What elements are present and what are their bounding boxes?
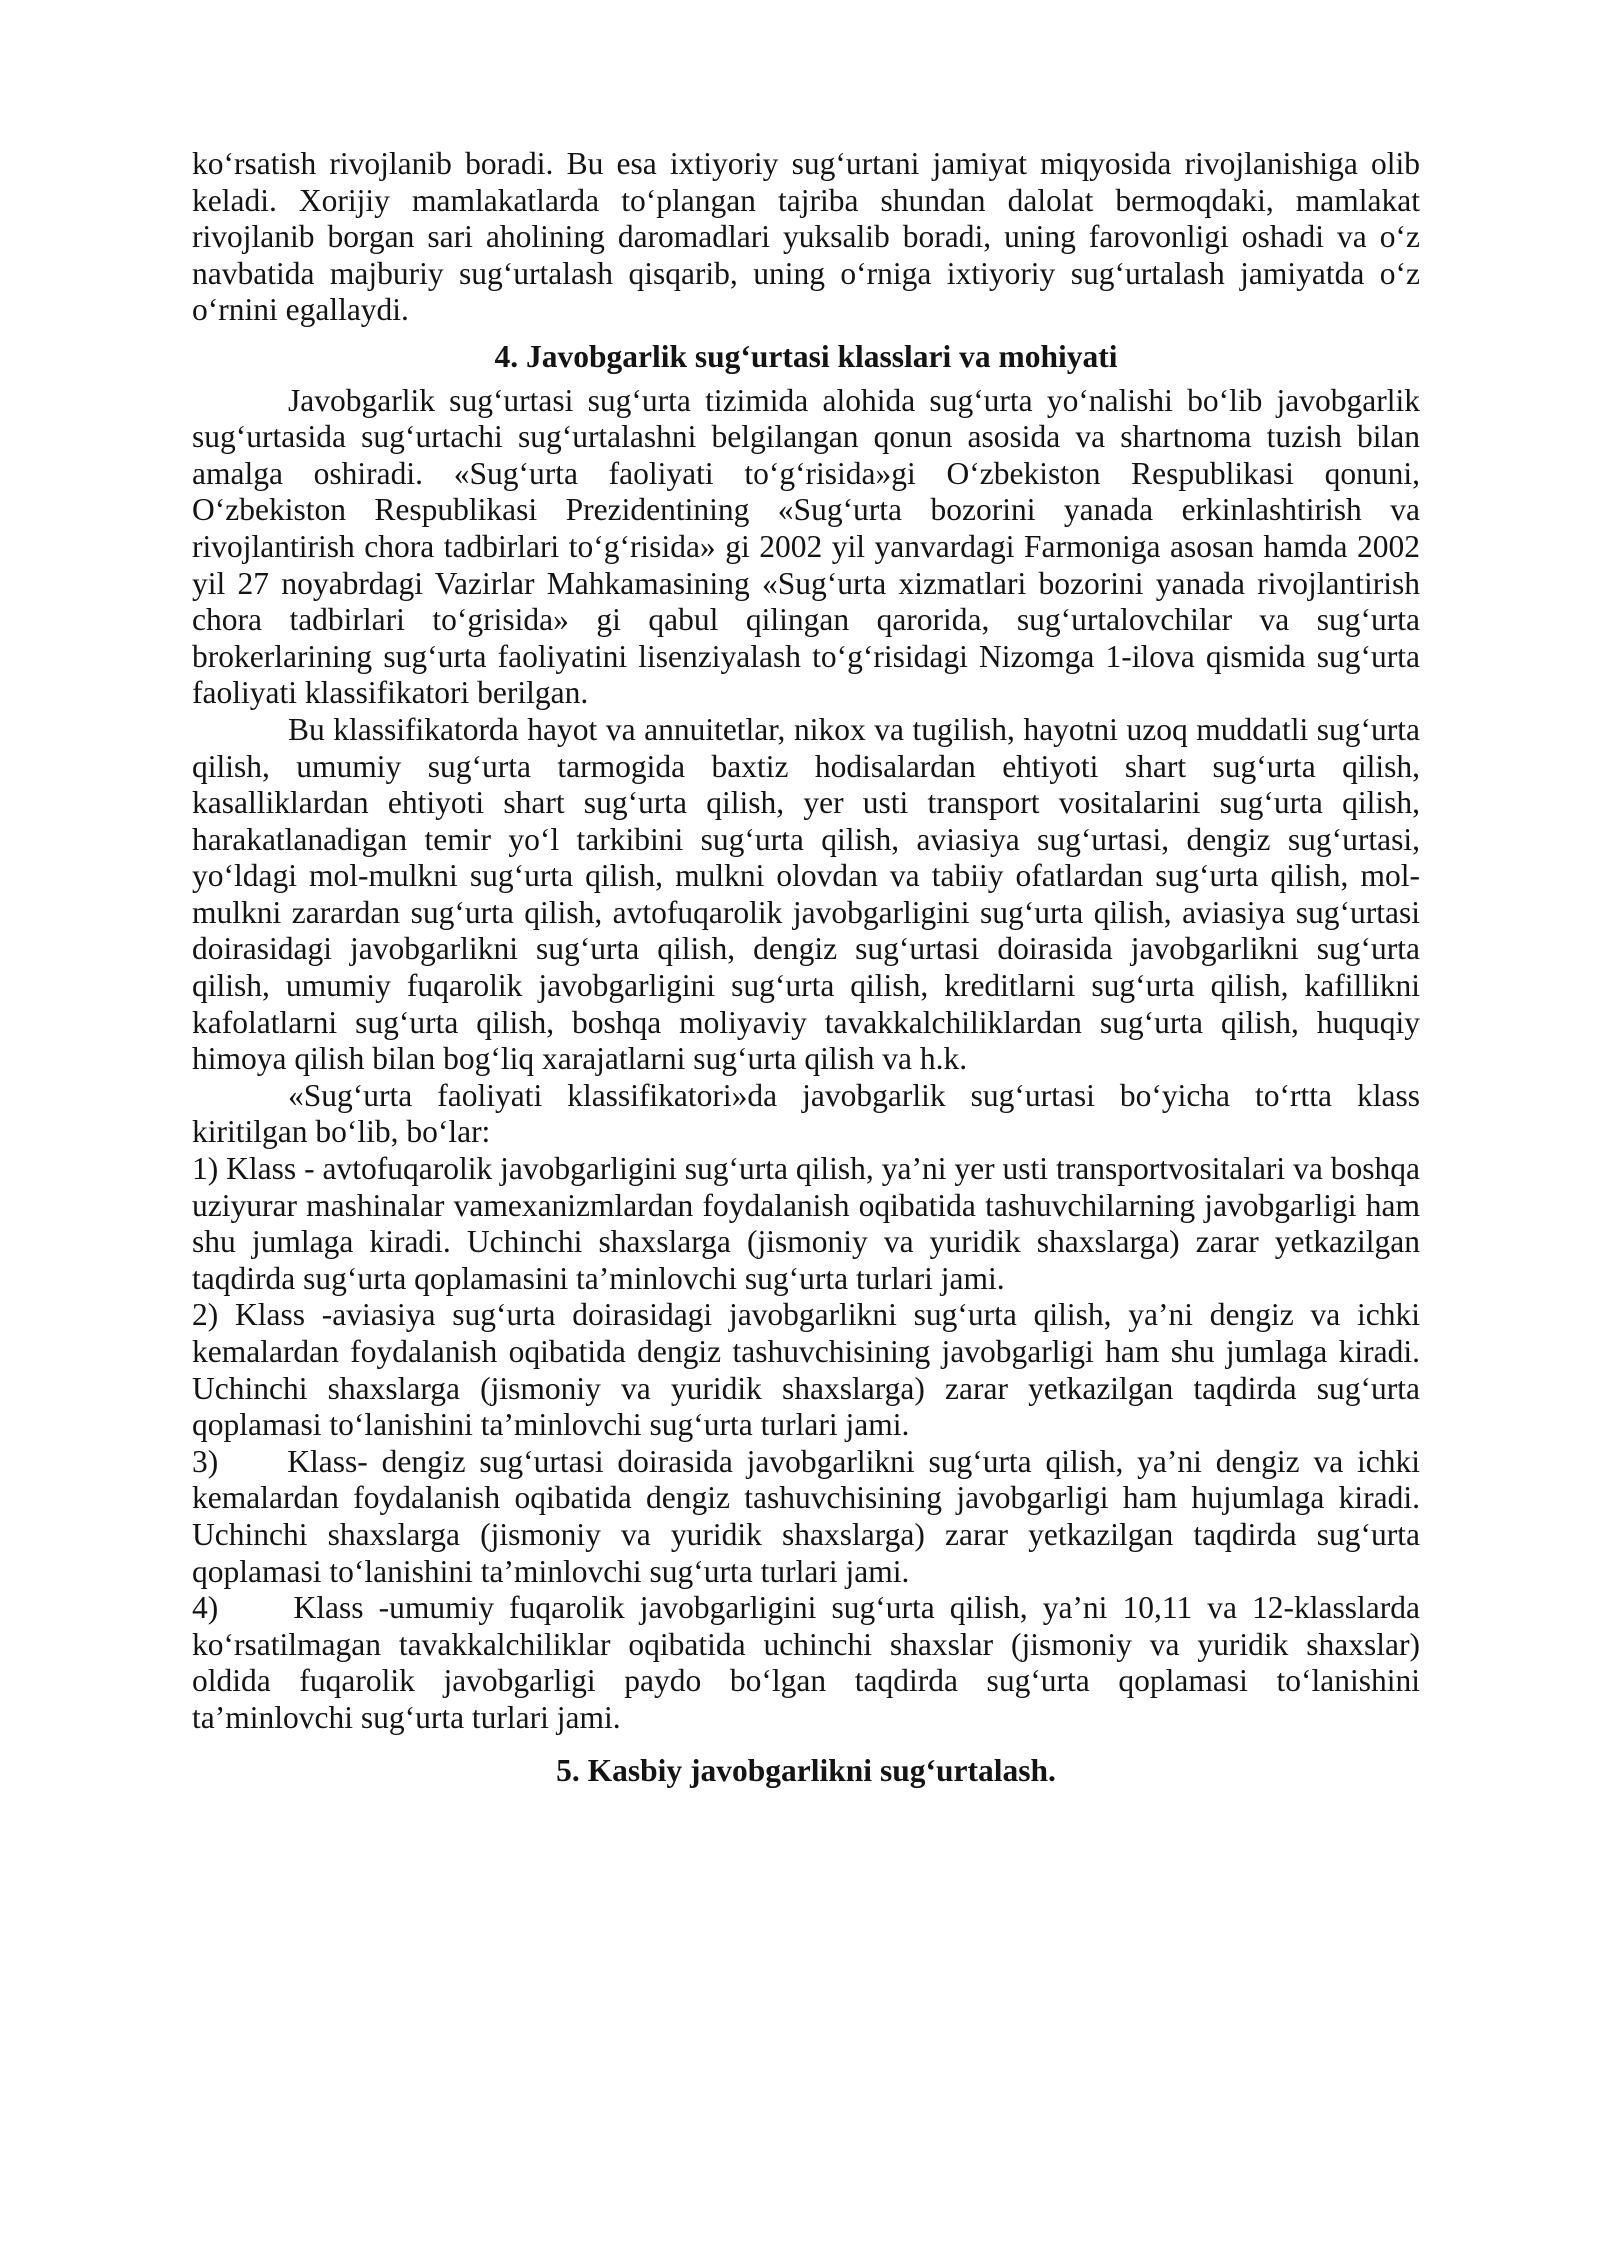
paragraph-2: Bu klassifikatorda hayot va annuitetlar, nikox va tugilish, hayotni uzoq muddatli sug‘urta qilish, umumiy sug‘urta tarmogida baxtiz hodisalardan ehtiyoti shart sug‘urta qilish, kasalliklardan ehtiyoti shart sug‘urta qilish, yer usti transport vositalarini sug‘urta qilish, harakatlanadigan temir yo‘l tarkibini sug‘urta qilish, aviasiya sug‘urtasi, dengiz sug‘urtasi, yo‘ldagi mol-mulkni sug‘urta qilish, mulkni olovdan va tabiiy ofatlardan sug‘urta qilish, mol-mulkni zarardan sug‘urta qilish, avtofuqarolik javobgarligini sug‘urta qilish, aviasiya sug‘urtasi doirasidagi javobgarlikni sug‘urta qilish, dengiz sug‘urtasi doirasida javobgarlikni sug‘urta qilish, umumiy fuqarolik javobgarligini sug‘urta qilish, kreditlarni sug‘urta qilish, kafillikni kafolatlarni sug‘urta qilish, boshqa moliyaviy tavakkalchiliklardan sug‘urta qilish, huquqiy himoya qilish bilan bog‘liq xarajatlarni sug‘urta qilish va h.k. [192,711,1420,1077]
paragraph-1: Javobgarlik sug‘urtasi sug‘urta tizimida alohida sug‘urta yo‘nalishi bo‘lib javobgarlik sug‘urtasida sug‘urtachi sug‘urtalashni belgilangan qonun asosida va shartnoma tuzish bilan amalga oshiradi. «Sug‘urta faoliyati to‘g‘risida»gi O‘zbekiston Respublikasi qonuni, O‘zbekiston Respublikasi Prezidentining «Sug‘urta bozorini yanada erkinlashtirish va rivojlantirish chora tadbirlari to‘g‘risida» gi 2002 yil yanvardagi Farmoniga asosan hamda 2002 yil 27 noyabrdagi Vazirlar Mahkamasining «Sug‘urta xizmatlari bozorini yanada rivojlantirish chora tadbirlari to‘grisida» gi qabul qilingan qarorida, sug‘urtalovchilar va sug‘urta brokerlarining sug‘urta faoliyatini lisenziyalash to‘g‘risidagi Nizomga 1-ilova qismida sug‘urta faoliyati klassifikatori berilgan. [192,382,1420,711]
class-item-3: 3) Klass- dengiz sug‘urtasi doirasida javobgarlikni sug‘urta qilish, ya’ni dengiz va ichki kemalardan foydalanish oqibatida dengiz tashuvchisining javobgarligi ham hujumlaga kiradi. Uchinchi shaxslarga (jismoniy va yuridik shaxslarga) zarar yetkazilgan taqdirda sug‘urta qoplamasi to‘lanishini ta’minlovchi sug‘urta turlari jami. [192,1443,1428,1589]
class-item-4: 4) Klass -umumiy fuqarolik javobgarligini sug‘urta qilish, ya’ni 10,11 va 12-klasslarda ko‘rsatilmagan tavakkalchiliklar oqibatida uchinchi shaxslar (jismoniy va yuridik shaxslar) oldida fuqarolik javobgarligi paydo bo‘lgan taqdirda sug‘urta qoplamasi to‘lanishini ta’minlovchi sug‘urta turlari jami. [192,1590,1428,1735]
section-4-heading: 4. Javobgarlik sug‘urtasi klasslari va mohiyati [494,338,1118,374]
section-5-heading: 5. Kasbiy javobgarlikni sug‘urtalash. [556,1752,1056,1788]
paragraph-3: «Sug‘urta faoliyati klassifikatori»da javobgarlik sug‘urtasi bo‘yicha to‘rtta klass kiritilgan bo‘lib, bo‘lar: [192,1077,1420,1150]
document-page [192,146,1428,1789]
class-item-1: 1) Klass - avtofuqarolik javobgarligini sug‘urta qilish, ya’ni yer usti transportvositalari va boshqa uziyurar mashinalar vamexanizmlardan foydalanish oqibatida tashuvchilarning javobgarligi ham shu jumlaga kiradi. Uchinchi shaxslarga (jismoniy va yuridik shaxslarga) zarar yetkazilgan taqdirda sug‘urta qoplamasini ta’minlovchi sug‘urta turlari jami. [192,1151,1420,1296]
intro-paragraph: ko‘rsatish rivojlanib boradi. Bu esa ixtiyoriy sug‘urtani jamiyat miqyosida rivojlanishiga olib keladi. Xorijiy mamlakatlarda to‘plangan tajriba shundan dalolat bermoqdaki, mamlakat rivojlanib borgan sari aholining daromadlari yuksalib boradi, uning farovonligi oshadi va o‘z navbatida majburiy sug‘urtalash qisqarib, uning o‘rniga ixtiyoriy sug‘urtalash jamiyatda o‘z o‘rnini egallaydi. [192,146,1420,328]
class-item-2: 2) Klass -aviasiya sug‘urta doirasidagi javobgarlikni sug‘urta qilish, ya’ni dengiz va ichki kemalardan foydalanish oqibatida dengiz tashuvchisining javobgarligi ham shu jumlaga kiradi. Uchinchi shaxslarga (jismoniy va yuridik shaxslarga) zarar yetkazilgan taqdirda sug‘urta qoplamasi to‘lanishini ta’minlovchi sug‘urta turlari jami. [192,1297,1420,1443]
